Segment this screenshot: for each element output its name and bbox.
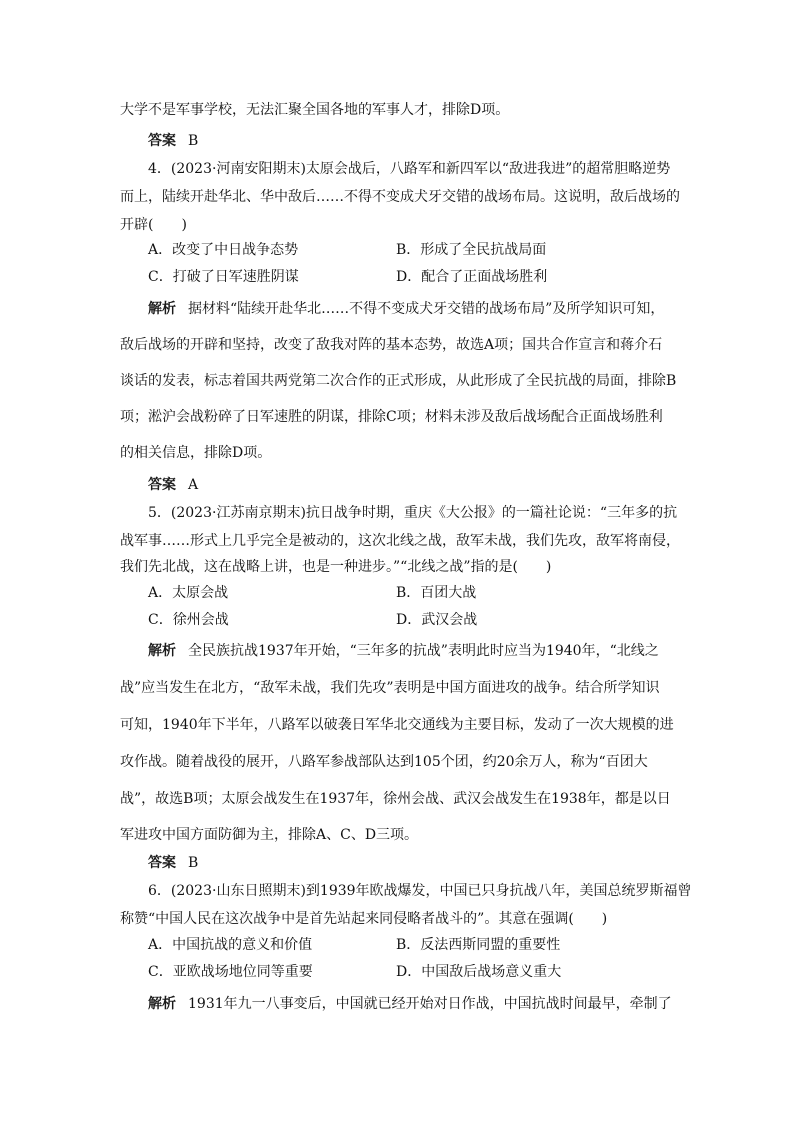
q4-stem-line-1: 4．(2023·河南安阳期末)太原会战后，八路军和新四军以“敌进我进”的超常胆略逆势 [148,161,671,177]
q4-option-b: B．形成了全民抗战局面 [396,242,547,258]
q4-option-a: A．改变了中日战争态势 [148,242,299,258]
q5-analysis-line-6: 军进攻中国方面防御为主，排除A、C、D三项。 [120,827,419,843]
q4-option-d: D．配合了正面战场胜利 [396,269,548,285]
q5-analysis-line-4: 攻作战。随着战役的展开，八路军参战部队达到105个团，约20余万人，称为“百团大 [120,754,648,770]
q4-analysis-line-1 [120,291,708,327]
analysis-text: 据材料“陆续开赴华北……不得不变成犬牙交错的战场布局”及所学知识可知， [188,301,665,317]
q5-stem-line-1: 5．(2023·江苏南京期末)抗日战争时期，重庆《大公报》的一篇社论说：“三年多的抗 [148,505,678,521]
analysis-text: 1931年九一八事变后，中国就已经开始对日作战，中国抗战时间最早，牵制了 [188,996,672,1012]
q5-stem-line-3: 我们先北战，这在战略上讲，也是一种进步。”“北线之战”指的是( ) [120,559,552,575]
q6-stem-line-2: 称赞“中国人民在这次战争中是首先站起来同侵略者战斗的”。其意在强调( ) [120,911,608,927]
q5-stem-line-2: 战军事……形式上几乎完全是被动的，这次北线之战，敌军未战，我们先攻，敌军将南侵， [120,533,680,549]
answer-label: 答案 [148,855,176,871]
q4-analysis-line-2: 敌后战场的开辟和坚持，改变了敌我对阵的基本态势，故选A项；国共合作宣言和蒋介石 [120,337,663,353]
q5-option-a: A．太原会战 [148,585,229,601]
q6-analysis-line-1 [120,986,708,1022]
q4-option-c: C．打破了日军速胜阴谋 [148,269,299,285]
q4-stem-line-2: 而上，陆续开赴华北、华中敌后……不得不变成犬牙交错的战场布局。这说明，敌后战场的 [120,189,680,205]
q5-analysis-line-1 [120,633,708,669]
q6-option-b: B．反法西斯同盟的重要性 [396,937,561,953]
q5-option-b: B．百团大战 [396,585,477,601]
answer-label: 答案 [148,133,176,149]
answer-value: B [188,133,199,149]
analysis-text: 全民族抗战1937年开始，“三年多的抗战”表明此时应当为1940年，“北线之 [188,643,659,659]
q4-analysis-line-3: 谈话的发表，标志着国共两党第二次合作的正式形成，从此形成了全民抗战的局面，排除B [120,373,677,389]
answer-value: B [188,855,199,871]
q6-option-c: C．亚欧战场地位同等重要 [148,964,313,980]
q5-answer-line [120,850,708,876]
q4-answer-line [120,472,708,498]
q3-answer-line [120,128,708,154]
answer-value: A [188,477,199,493]
q5-analysis-line-5: 战”，故选B项；太原会战发生在1937年，徐州会战、武汉会战发生在1938年，都是以日 [120,791,671,807]
q5-option-c: C．徐州会战 [148,612,229,628]
q5-analysis-line-2: 战”应当发生在北方，“敌军未战，我们先攻”表明是中国方面进攻的战争。结合所学知识 [120,680,660,696]
q5-analysis-line-3: 可知，1940年下半年，八路军以破袭日军华北交通线为主要目标，发动了一次大规模的进 [120,717,674,733]
analysis-label: 解析 [148,643,176,659]
q4-stem-line-3: 开辟( ) [120,217,187,233]
q4-analysis-line-5: 的相关信息，排除D项。 [120,445,272,461]
analysis-label: 解析 [148,301,176,317]
q5-option-d: D．武汉会战 [396,612,478,628]
q6-stem-line-1: 6．(2023·山东日照期末)到1939年欧战爆发，中国已只身抗战八年，美国总统罗斯福曾 [148,883,692,899]
q6-option-a: A．中国抗战的意义和价值 [148,937,313,953]
analysis-label: 解析 [148,996,176,1012]
q4-analysis-line-4: 项；淞沪会战粉碎了日军速胜的阴谋，排除C项；材料未涉及敌后战场配合正面战场胜利 [120,409,663,425]
q6-option-d: D．中国敌后战场意义重大 [396,964,562,980]
lead-paragraph: 大学不是军事学校，无法汇聚全国各地的军事人才，排除D项。 [120,102,510,118]
answer-label: 答案 [148,477,176,493]
